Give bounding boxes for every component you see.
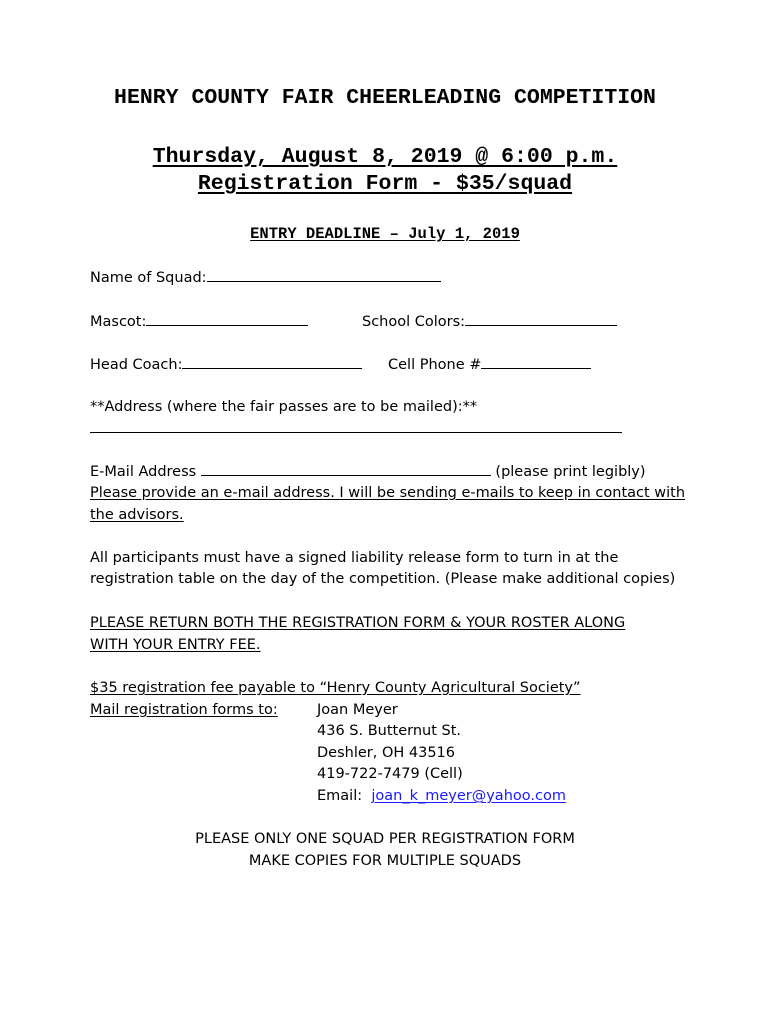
registration-fee-line bbox=[0, 172, 770, 196]
liability-note-line-1: All participants must have a signed liability release form to turn in at the bbox=[90, 550, 619, 566]
squad-name-label: Name of Squad: bbox=[90, 270, 207, 286]
address-field[interactable] bbox=[90, 418, 622, 433]
return-note-line-1: PLEASE RETURN BOTH THE REGISTRATION FORM & YOUR ROSTER ALONG bbox=[90, 615, 626, 631]
address-row bbox=[90, 418, 622, 439]
email-note-line-1: Please provide an e-mail address. I will be sending e-mails to keep in contact with bbox=[90, 485, 686, 501]
cell-phone-row bbox=[388, 354, 591, 375]
mascot-row bbox=[90, 311, 308, 332]
mail-email-row bbox=[317, 786, 566, 806]
liability-note-line-2: registration table on the day of the competition. (Please make additional copies) bbox=[90, 571, 676, 587]
registration-fee-text: Registration Form - $35/squad bbox=[197, 172, 573, 196]
cell-phone-field[interactable] bbox=[481, 354, 591, 369]
footer-line-2: MAKE COPIES FOR MULTIPLE SQUADS bbox=[248, 853, 522, 869]
mail-name: Joan Meyer bbox=[317, 702, 398, 718]
squad-name-row bbox=[90, 267, 441, 288]
event-date-line bbox=[0, 145, 770, 169]
head-coach-row bbox=[90, 354, 362, 375]
school-colors-label: School Colors: bbox=[362, 314, 466, 330]
school-colors-row bbox=[362, 311, 617, 332]
head-coach-field[interactable] bbox=[182, 354, 362, 369]
head-coach-label: Head Coach: bbox=[90, 357, 183, 373]
mail-phone: 419-722-7479 (Cell) bbox=[317, 766, 463, 782]
mail-street: 436 S. Butternut St. bbox=[317, 723, 462, 739]
address-label: **Address (where the fair passes are to be mailed):** bbox=[90, 399, 478, 415]
entry-deadline-text: ENTRY DEADLINE – July 1, 2019 bbox=[250, 225, 520, 243]
mascot-label: Mascot: bbox=[90, 314, 147, 330]
mascot-field[interactable] bbox=[146, 311, 308, 326]
mail-city: Deshler, OH 43516 bbox=[317, 745, 456, 761]
event-date-text: Thursday, August 8, 2019 @ 6:00 p.m. bbox=[152, 145, 618, 169]
mail-email-link[interactable]: joan_k_meyer@yahoo.com bbox=[371, 788, 566, 804]
mail-to-label: Mail registration forms to: bbox=[90, 702, 278, 718]
entry-deadline bbox=[0, 225, 770, 243]
email-note-line-2: the advisors. bbox=[90, 507, 184, 523]
fee-payable-line: $35 registration fee payable to “Henry County Agricultural Society” bbox=[90, 680, 581, 696]
return-note-line-2: WITH YOUR ENTRY FEE. bbox=[90, 637, 261, 653]
footer-line-1: PLEASE ONLY ONE SQUAD PER REGISTRATION FORM bbox=[195, 831, 575, 847]
email-row bbox=[90, 461, 646, 482]
email-hint: (please print legibly) bbox=[495, 464, 646, 480]
cell-phone-label: Cell Phone # bbox=[388, 357, 482, 373]
email-field[interactable] bbox=[201, 461, 491, 476]
squad-name-field[interactable] bbox=[207, 267, 441, 282]
school-colors-field[interactable] bbox=[465, 311, 617, 326]
email-label: E-Mail Address bbox=[90, 464, 197, 480]
form-title: HENRY COUNTY FAIR CHEERLEADING COMPETITION bbox=[114, 86, 656, 110]
mail-email-label: Email: bbox=[317, 788, 363, 804]
